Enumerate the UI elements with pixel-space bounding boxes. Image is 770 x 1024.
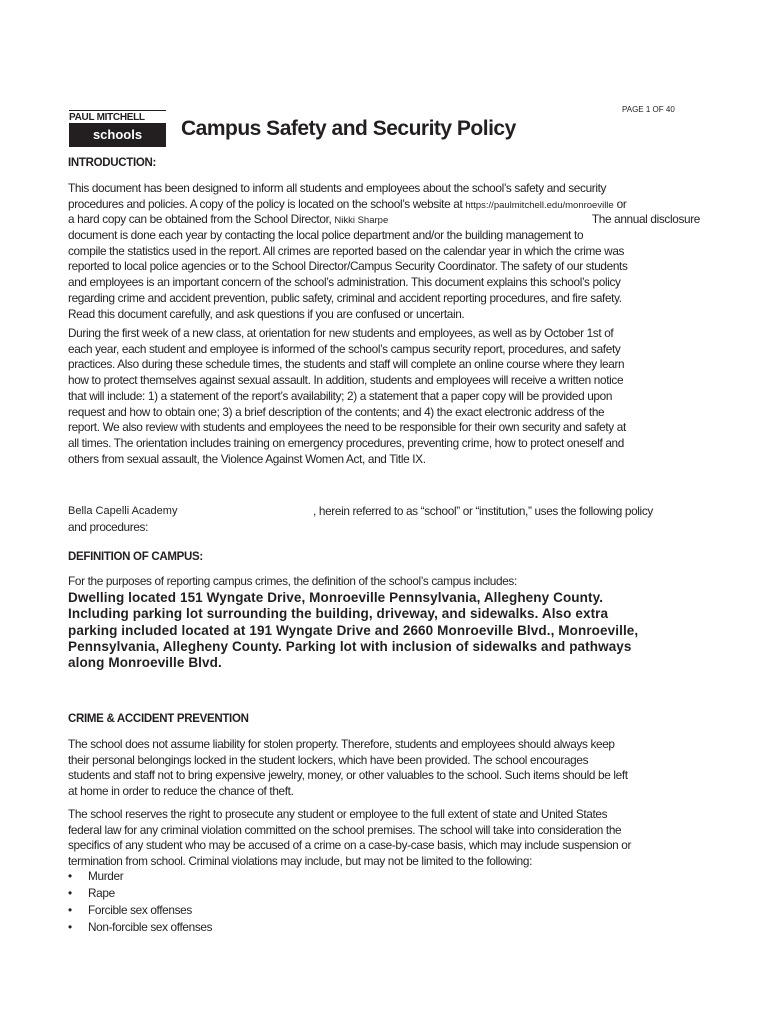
text-line: others from sexual assault, the Violence Against Women Act, and Title IX. — [68, 451, 426, 466]
text-line: The school reserves the right to prosecute any student or employee to the full extent of state and United States — [68, 807, 608, 821]
text-line: practices. Also during these schedule times, the students and staff will complete an online course where they learn — [68, 357, 625, 372]
bullet-icon: • — [68, 869, 72, 883]
campus-address-line: parking included located at 191 Wyngate Drive and 2660 Monroeville Blvd., Monroeville, — [68, 622, 639, 638]
text-line: compile the statistics used in the report. All crimes are reported based on the calendar year in which the crime was — [68, 243, 625, 258]
text-line: The school does not assume liability for stolen property. Therefore, students and employees should always keep — [68, 737, 615, 751]
page-number: PAGE 1 OF 40 — [622, 105, 675, 114]
logo-wordmark: PAUL MITCHELL — [69, 110, 166, 123]
list-item — [68, 869, 123, 883]
list-item — [68, 886, 115, 900]
bullet-icon: • — [68, 903, 72, 917]
list-item — [68, 903, 192, 917]
text-line: termination from school. Criminal violations may include, but may not be limited to the following: — [68, 854, 533, 869]
text-line: how to protect themselves against sexual assault. In addition, students and employees will receive a written notice — [68, 373, 624, 388]
text-line — [68, 212, 700, 228]
crime-heading: CRIME & ACCIDENT PREVENTION — [68, 713, 249, 725]
director-name-field[interactable]: Nikki Sharpe — [334, 215, 389, 226]
text-segment: The annual disclosure — [591, 212, 700, 226]
bullet-icon: • — [68, 886, 72, 900]
campus-address-line: along Monroeville Blvd. — [68, 655, 222, 671]
text-line: request and how to obtain one; 3) a brief description of the contents; and 4) the exact electronic address of the — [68, 404, 605, 419]
list-item-label: Murder — [88, 869, 124, 883]
list-item-label: Forcible sex offenses — [88, 903, 192, 917]
text-line: students and staff not to bring expensive jewelry, money, or other valuables to the school. Such items should be left — [68, 768, 628, 783]
text-segment: or — [616, 197, 627, 211]
list-item-label: Non-forcible sex offenses — [88, 920, 213, 934]
list-item-label: Rape — [88, 886, 115, 900]
campus-address-line: Pennsylvania, Allegheny County. Parking lot with inclusion of sidewalks and pathways — [68, 638, 632, 654]
text-line — [68, 197, 626, 213]
text-line: reported to local police agencies or to the School Director/Campus Security Coordinator. The safety of our students — [68, 259, 628, 274]
text-line: that will include: 1) a statement of the report’s availability; 2) a statement that a paper copy will be provided upon — [68, 388, 613, 403]
text-line: Read this document carefully, and ask questions if you are confused or uncertain. — [68, 306, 465, 321]
text-line: This document has been designed to inform all students and employees about the school’s safety and security — [68, 181, 607, 195]
text-line: , herein referred to as “school” or “institution,” uses the following policy — [313, 504, 653, 518]
text-segment: a hard copy can be obtained from the School Director, — [68, 212, 332, 226]
text-segment: procedures and policies. A copy of the policy is located on the school’s website at — [68, 197, 463, 211]
text-line: and procedures: — [68, 520, 149, 534]
text-line: each year, each student and employee is informed of the school’s campus security report, procedures, and safety — [68, 341, 621, 356]
text-line: regarding crime and accident prevention, public safety, criminal and accident reporting procedures, and fire safety. — [68, 290, 622, 305]
school-name-field[interactable]: Bella Capelli Academy — [68, 505, 178, 517]
text-line: During the first week of a new class, at orientation for new students and employees, as well as by October 1st of — [68, 326, 614, 340]
text-line: all times. The orientation includes training on emergency procedures, preventing crime, how to protect oneself and — [68, 435, 624, 450]
text-line: and employees is an important concern of the school’s administration. This document explains this school’s policy — [68, 275, 621, 290]
bullet-icon: • — [68, 920, 72, 934]
page-title: Campus Safety and Security Policy — [181, 117, 516, 140]
text-line: at home in order to reduce the chance of theft. — [68, 784, 294, 799]
logo-schools: schools — [69, 123, 166, 147]
text-line: document is done each year by contacting the local police department and/or the building management to — [68, 228, 584, 242]
text-line: report. We also review with students and employees the need to be responsible for their own security and safety at — [68, 420, 626, 435]
campus-address-line: Including parking lot surrounding the building, driveway, and sidewalks. Also extra — [68, 606, 609, 622]
website-url-field[interactable]: https://paulmitchell.edu/monroeville — [465, 200, 614, 211]
list-item — [68, 920, 212, 934]
text-line: For the purposes of reporting campus crimes, the definition of the school’s campus includes: — [68, 574, 517, 588]
text-line: federal law for any criminal violation committed on the school premises. The school will take into consideration the — [68, 822, 622, 837]
campus-heading: DEFINITION OF CAMPUS: — [68, 551, 203, 563]
campus-address-line: Dwelling located 151 Wyngate Drive, Monroeville Pennsylvania, Allegheny County. — [68, 590, 604, 605]
intro-heading: INTRODUCTION: — [68, 157, 157, 169]
text-line: specifics of any student who may be accused of a crime on a case-by-case basis, which may include suspension or — [68, 838, 632, 853]
text-line: their personal belongings locked in the student lockers, which have been provided. The school encourages — [68, 752, 589, 767]
